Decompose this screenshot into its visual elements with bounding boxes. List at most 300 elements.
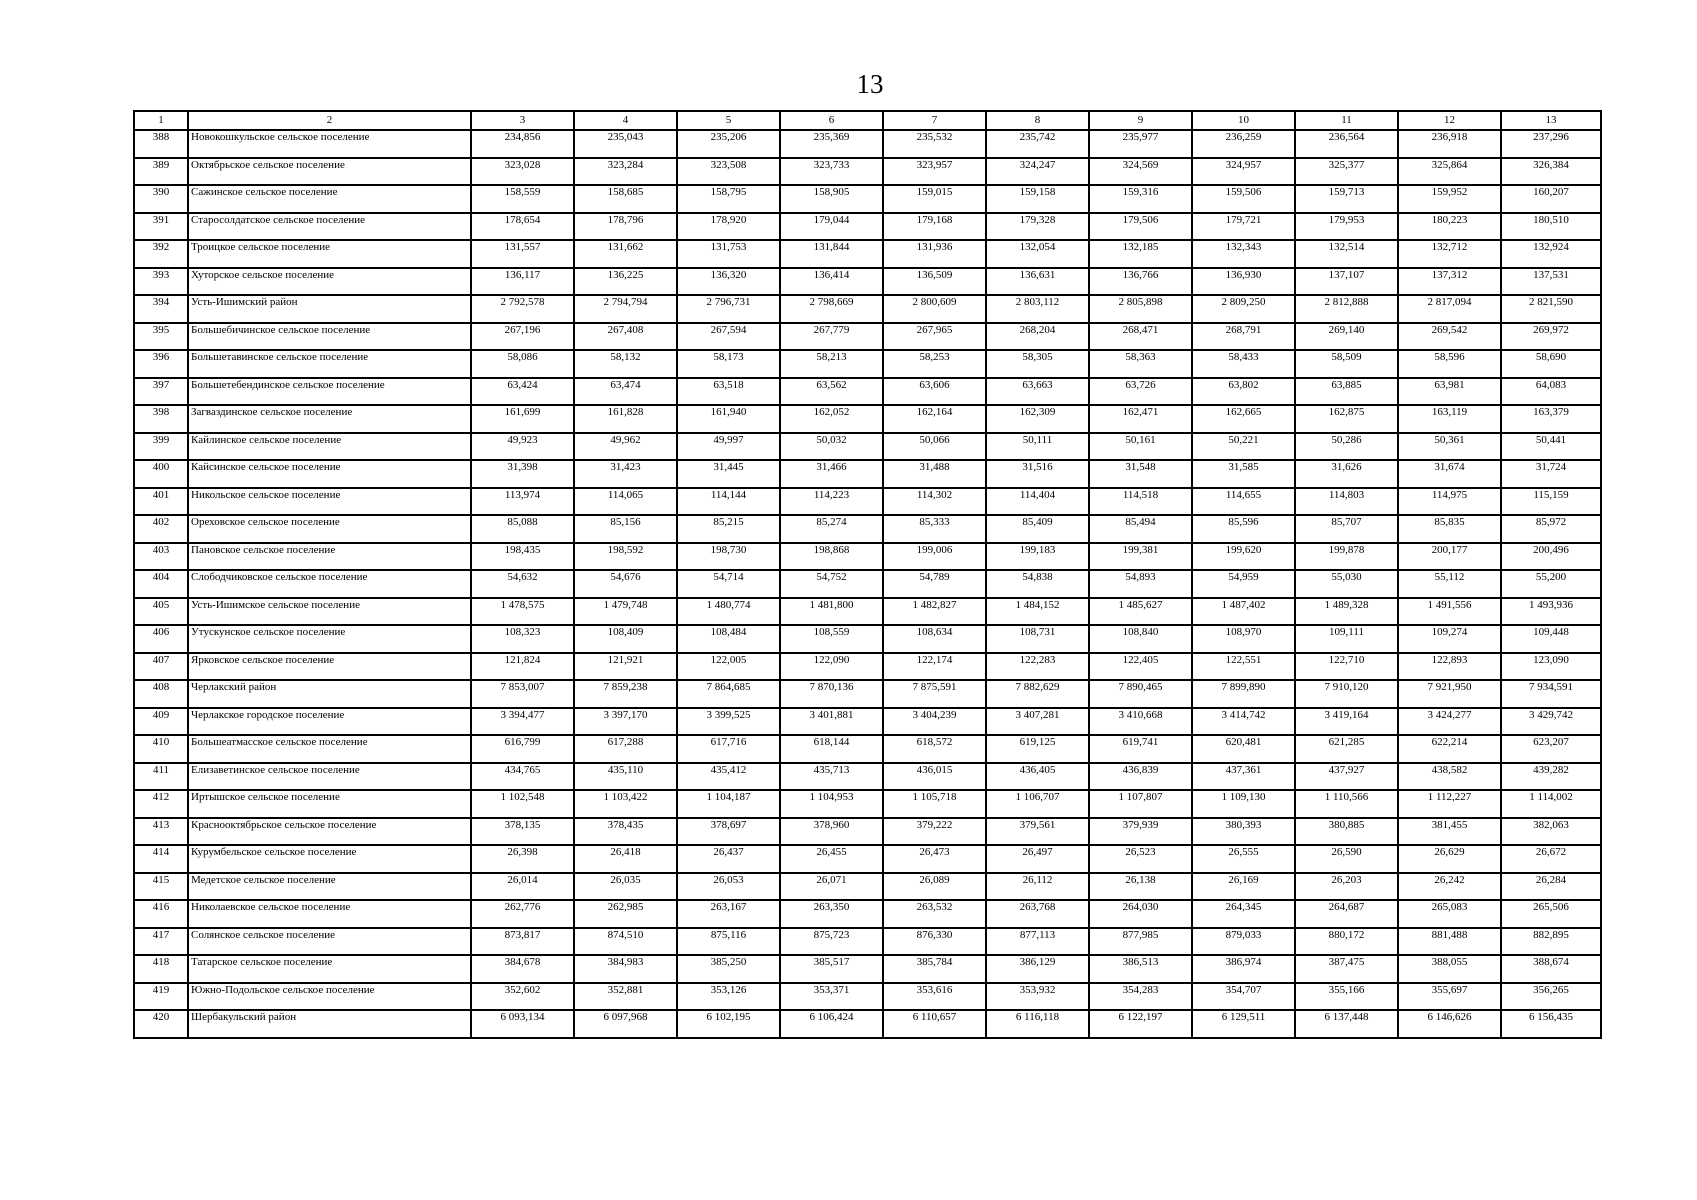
value-cell: 324,957	[1192, 158, 1295, 186]
value-cell: 31,585	[1192, 460, 1295, 488]
value-cell: 158,795	[677, 185, 780, 213]
value-cell: 3 414,742	[1192, 708, 1295, 736]
value-cell: 324,569	[1089, 158, 1192, 186]
page-number: 13	[856, 69, 884, 99]
value-cell: 159,952	[1398, 185, 1501, 213]
value-cell: 1 114,002	[1501, 790, 1601, 818]
value-cell: 437,927	[1295, 763, 1398, 791]
value-cell: 85,156	[574, 515, 677, 543]
value-cell: 85,333	[883, 515, 986, 543]
value-cell: 236,918	[1398, 130, 1501, 158]
value-cell: 55,030	[1295, 570, 1398, 598]
row-number-cell: 398	[134, 405, 188, 433]
table-row	[134, 708, 1601, 736]
name-cell: Солянское сельское поселение	[188, 928, 471, 956]
value-cell: 355,697	[1398, 983, 1501, 1011]
row-number-cell: 414	[134, 845, 188, 873]
value-cell: 617,288	[574, 735, 677, 763]
value-cell: 7 882,629	[986, 680, 1089, 708]
value-cell: 162,875	[1295, 405, 1398, 433]
value-cell: 3 394,477	[471, 708, 574, 736]
value-cell: 54,632	[471, 570, 574, 598]
value-cell: 388,674	[1501, 955, 1601, 983]
value-cell: 323,508	[677, 158, 780, 186]
value-cell: 2 812,888	[1295, 295, 1398, 323]
value-cell: 1 105,718	[883, 790, 986, 818]
value-cell: 265,083	[1398, 900, 1501, 928]
value-cell: 160,207	[1501, 185, 1601, 213]
value-cell: 58,253	[883, 350, 986, 378]
row-number-cell: 418	[134, 955, 188, 983]
value-cell: 1 107,807	[1089, 790, 1192, 818]
value-cell: 63,424	[471, 378, 574, 406]
row-number-cell: 396	[134, 350, 188, 378]
name-cell: Шербакульский район	[188, 1010, 471, 1038]
value-cell: 236,259	[1192, 130, 1295, 158]
value-cell: 2 800,609	[883, 295, 986, 323]
value-cell: 877,113	[986, 928, 1089, 956]
value-cell: 378,960	[780, 818, 883, 846]
value-cell: 58,596	[1398, 350, 1501, 378]
table-row	[134, 185, 1601, 213]
value-cell: 162,471	[1089, 405, 1192, 433]
value-cell: 326,384	[1501, 158, 1601, 186]
table-row	[134, 323, 1601, 351]
name-cell: Краснооктябрьское сельское поселение	[188, 818, 471, 846]
value-cell: 618,144	[780, 735, 883, 763]
value-cell: 26,035	[574, 873, 677, 901]
value-cell: 31,466	[780, 460, 883, 488]
value-cell: 114,518	[1089, 488, 1192, 516]
value-cell: 179,953	[1295, 213, 1398, 241]
value-cell: 7 899,890	[1192, 680, 1295, 708]
value-cell: 264,030	[1089, 900, 1192, 928]
value-cell: 263,768	[986, 900, 1089, 928]
value-cell: 31,398	[471, 460, 574, 488]
table-row	[134, 955, 1601, 983]
value-cell: 132,712	[1398, 240, 1501, 268]
value-cell: 7 859,238	[574, 680, 677, 708]
table-row	[134, 598, 1601, 626]
value-cell: 63,474	[574, 378, 677, 406]
value-cell: 1 482,827	[883, 598, 986, 626]
value-cell: 388,055	[1398, 955, 1501, 983]
value-cell: 382,063	[1501, 818, 1601, 846]
row-number-cell: 419	[134, 983, 188, 1011]
value-cell: 159,158	[986, 185, 1089, 213]
value-cell: 121,921	[574, 653, 677, 681]
column-header-cell: 12	[1398, 111, 1501, 130]
table-row	[134, 378, 1601, 406]
value-cell: 85,088	[471, 515, 574, 543]
table-row	[134, 130, 1601, 158]
value-cell: 434,765	[471, 763, 574, 791]
value-cell: 877,985	[1089, 928, 1192, 956]
value-cell: 122,710	[1295, 653, 1398, 681]
value-cell: 263,167	[677, 900, 780, 928]
value-cell: 235,043	[574, 130, 677, 158]
value-cell: 199,183	[986, 543, 1089, 571]
column-header-cell: 5	[677, 111, 780, 130]
value-cell: 263,350	[780, 900, 883, 928]
name-cell: Медетское сельское поселение	[188, 873, 471, 901]
value-cell: 63,518	[677, 378, 780, 406]
table-row	[134, 240, 1601, 268]
value-cell: 1 104,187	[677, 790, 780, 818]
value-cell: 26,473	[883, 845, 986, 873]
value-cell: 26,398	[471, 845, 574, 873]
value-cell: 1 481,800	[780, 598, 883, 626]
value-cell: 235,742	[986, 130, 1089, 158]
value-cell: 262,985	[574, 900, 677, 928]
value-cell: 7 910,120	[1295, 680, 1398, 708]
value-cell: 50,441	[1501, 433, 1601, 461]
value-cell: 621,285	[1295, 735, 1398, 763]
table-header-row	[134, 111, 1601, 130]
column-header-cell: 11	[1295, 111, 1398, 130]
value-cell: 7 870,136	[780, 680, 883, 708]
value-cell: 55,200	[1501, 570, 1601, 598]
name-cell: Новокошкульское сельское поселение	[188, 130, 471, 158]
table-row	[134, 488, 1601, 516]
row-number-cell: 393	[134, 268, 188, 296]
value-cell: 122,005	[677, 653, 780, 681]
value-cell: 63,885	[1295, 378, 1398, 406]
name-cell: Кайлинское сельское поселение	[188, 433, 471, 461]
value-cell: 136,225	[574, 268, 677, 296]
name-cell: Сажинское сельское поселение	[188, 185, 471, 213]
value-cell: 6 110,657	[883, 1010, 986, 1038]
value-cell: 58,086	[471, 350, 574, 378]
value-cell: 198,592	[574, 543, 677, 571]
name-cell: Татарское сельское поселение	[188, 955, 471, 983]
value-cell: 26,455	[780, 845, 883, 873]
value-cell: 58,509	[1295, 350, 1398, 378]
value-cell: 109,274	[1398, 625, 1501, 653]
value-cell: 438,582	[1398, 763, 1501, 791]
value-cell: 439,282	[1501, 763, 1601, 791]
value-cell: 137,531	[1501, 268, 1601, 296]
value-cell: 26,523	[1089, 845, 1192, 873]
value-cell: 620,481	[1192, 735, 1295, 763]
value-cell: 131,557	[471, 240, 574, 268]
value-cell: 7 921,950	[1398, 680, 1501, 708]
value-cell: 352,602	[471, 983, 574, 1011]
row-number-cell: 395	[134, 323, 188, 351]
value-cell: 386,513	[1089, 955, 1192, 983]
value-cell: 263,532	[883, 900, 986, 928]
value-cell: 85,215	[677, 515, 780, 543]
row-number-cell: 411	[134, 763, 188, 791]
table-row	[134, 268, 1601, 296]
name-cell: Елизаветинское сельское поселение	[188, 763, 471, 791]
value-cell: 50,111	[986, 433, 1089, 461]
name-cell: Утускунское сельское поселение	[188, 625, 471, 653]
value-cell: 54,714	[677, 570, 780, 598]
value-cell: 236,564	[1295, 130, 1398, 158]
value-cell: 85,274	[780, 515, 883, 543]
value-cell: 1 485,627	[1089, 598, 1192, 626]
value-cell: 269,972	[1501, 323, 1601, 351]
value-cell: 132,514	[1295, 240, 1398, 268]
value-cell: 26,112	[986, 873, 1089, 901]
value-cell: 136,117	[471, 268, 574, 296]
value-cell: 63,726	[1089, 378, 1192, 406]
column-header-cell: 10	[1192, 111, 1295, 130]
row-number-cell: 391	[134, 213, 188, 241]
value-cell: 3 399,525	[677, 708, 780, 736]
table-row	[134, 405, 1601, 433]
row-number-cell: 415	[134, 873, 188, 901]
value-cell: 31,516	[986, 460, 1089, 488]
value-cell: 874,510	[574, 928, 677, 956]
value-cell: 49,923	[471, 433, 574, 461]
name-cell: Курумбельское сельское поселение	[188, 845, 471, 873]
value-cell: 58,173	[677, 350, 780, 378]
column-header-cell: 9	[1089, 111, 1192, 130]
value-cell: 26,242	[1398, 873, 1501, 901]
value-cell: 6 106,424	[780, 1010, 883, 1038]
value-cell: 131,844	[780, 240, 883, 268]
value-cell: 26,437	[677, 845, 780, 873]
value-cell: 26,053	[677, 873, 780, 901]
value-cell: 26,284	[1501, 873, 1601, 901]
value-cell: 122,283	[986, 653, 1089, 681]
value-cell: 235,977	[1089, 130, 1192, 158]
value-cell: 158,905	[780, 185, 883, 213]
value-cell: 6 156,435	[1501, 1010, 1601, 1038]
table-row	[134, 515, 1601, 543]
row-number-cell: 402	[134, 515, 188, 543]
value-cell: 198,868	[780, 543, 883, 571]
value-cell: 131,753	[677, 240, 780, 268]
row-number-cell: 417	[134, 928, 188, 956]
value-cell: 386,974	[1192, 955, 1295, 983]
row-number-cell: 389	[134, 158, 188, 186]
value-cell: 179,168	[883, 213, 986, 241]
value-cell: 114,223	[780, 488, 883, 516]
value-cell: 162,164	[883, 405, 986, 433]
value-cell: 7 934,591	[1501, 680, 1601, 708]
value-cell: 85,972	[1501, 515, 1601, 543]
value-cell: 122,174	[883, 653, 986, 681]
value-cell: 6 146,626	[1398, 1010, 1501, 1038]
row-number-cell: 397	[134, 378, 188, 406]
row-number-cell: 413	[134, 818, 188, 846]
value-cell: 131,662	[574, 240, 677, 268]
value-cell: 269,542	[1398, 323, 1501, 351]
value-cell: 26,089	[883, 873, 986, 901]
value-cell: 31,423	[574, 460, 677, 488]
value-cell: 54,752	[780, 570, 883, 598]
name-cell: Хуторское сельское поселение	[188, 268, 471, 296]
value-cell: 108,559	[780, 625, 883, 653]
table-row	[134, 460, 1601, 488]
value-cell: 378,697	[677, 818, 780, 846]
value-cell: 1 112,227	[1398, 790, 1501, 818]
name-cell: Ореховское сельское поселение	[188, 515, 471, 543]
value-cell: 353,371	[780, 983, 883, 1011]
name-cell: Южно-Подольское сельское поселение	[188, 983, 471, 1011]
value-cell: 63,562	[780, 378, 883, 406]
value-cell: 267,408	[574, 323, 677, 351]
value-cell: 180,510	[1501, 213, 1601, 241]
value-cell: 114,404	[986, 488, 1089, 516]
value-cell: 121,824	[471, 653, 574, 681]
value-cell: 234,856	[471, 130, 574, 158]
value-cell: 237,296	[1501, 130, 1601, 158]
value-cell: 3 429,742	[1501, 708, 1601, 736]
value-cell: 122,090	[780, 653, 883, 681]
value-cell: 162,665	[1192, 405, 1295, 433]
value-cell: 50,066	[883, 433, 986, 461]
row-number-cell: 407	[134, 653, 188, 681]
value-cell: 162,052	[780, 405, 883, 433]
name-cell: Кайсинское сельское поселение	[188, 460, 471, 488]
value-cell: 123,090	[1501, 653, 1601, 681]
table-row	[134, 900, 1601, 928]
value-cell: 122,405	[1089, 653, 1192, 681]
row-number-cell: 394	[134, 295, 188, 323]
value-cell: 161,940	[677, 405, 780, 433]
value-cell: 323,733	[780, 158, 883, 186]
value-cell: 235,369	[780, 130, 883, 158]
value-cell: 380,393	[1192, 818, 1295, 846]
name-cell: Загваздинское сельское поселение	[188, 405, 471, 433]
value-cell: 50,221	[1192, 433, 1295, 461]
value-cell: 163,379	[1501, 405, 1601, 433]
value-cell: 26,497	[986, 845, 1089, 873]
value-cell: 875,116	[677, 928, 780, 956]
row-number-cell: 392	[134, 240, 188, 268]
value-cell: 108,323	[471, 625, 574, 653]
table-row	[134, 790, 1601, 818]
table-row	[134, 433, 1601, 461]
value-cell: 54,838	[986, 570, 1089, 598]
value-cell: 159,713	[1295, 185, 1398, 213]
value-cell: 161,699	[471, 405, 574, 433]
value-cell: 50,032	[780, 433, 883, 461]
value-cell: 3 401,881	[780, 708, 883, 736]
value-cell: 356,265	[1501, 983, 1601, 1011]
value-cell: 622,214	[1398, 735, 1501, 763]
value-cell: 268,791	[1192, 323, 1295, 351]
value-cell: 122,551	[1192, 653, 1295, 681]
table-row	[134, 983, 1601, 1011]
value-cell: 325,864	[1398, 158, 1501, 186]
value-cell: 355,166	[1295, 983, 1398, 1011]
value-cell: 379,561	[986, 818, 1089, 846]
value-cell: 31,724	[1501, 460, 1601, 488]
value-cell: 163,119	[1398, 405, 1501, 433]
value-cell: 324,247	[986, 158, 1089, 186]
value-cell: 618,572	[883, 735, 986, 763]
value-cell: 58,305	[986, 350, 1089, 378]
data-table	[133, 110, 1602, 1039]
table-row	[134, 543, 1601, 571]
value-cell: 85,494	[1089, 515, 1192, 543]
value-cell: 114,144	[677, 488, 780, 516]
value-cell: 6 102,195	[677, 1010, 780, 1038]
value-cell: 436,839	[1089, 763, 1192, 791]
value-cell: 3 419,164	[1295, 708, 1398, 736]
value-cell: 1 103,422	[574, 790, 677, 818]
row-number-cell: 404	[134, 570, 188, 598]
value-cell: 2 803,112	[986, 295, 1089, 323]
row-number-cell: 399	[134, 433, 188, 461]
value-cell: 235,532	[883, 130, 986, 158]
table-row	[134, 845, 1601, 873]
name-cell: Черлакское городское поселение	[188, 708, 471, 736]
row-number-cell: 408	[134, 680, 188, 708]
value-cell: 262,776	[471, 900, 574, 928]
value-cell: 381,455	[1398, 818, 1501, 846]
value-cell: 436,405	[986, 763, 1089, 791]
column-header-cell: 4	[574, 111, 677, 130]
value-cell: 2 792,578	[471, 295, 574, 323]
value-cell: 353,616	[883, 983, 986, 1011]
value-cell: 882,895	[1501, 928, 1601, 956]
value-cell: 132,924	[1501, 240, 1601, 268]
value-cell: 64,083	[1501, 378, 1601, 406]
value-cell: 1 493,936	[1501, 598, 1601, 626]
value-cell: 54,893	[1089, 570, 1192, 598]
value-cell: 26,629	[1398, 845, 1501, 873]
value-cell: 7 875,591	[883, 680, 986, 708]
value-cell: 132,343	[1192, 240, 1295, 268]
value-cell: 1 484,152	[986, 598, 1089, 626]
value-cell: 108,731	[986, 625, 1089, 653]
value-cell: 132,185	[1089, 240, 1192, 268]
value-cell: 114,975	[1398, 488, 1501, 516]
value-cell: 85,596	[1192, 515, 1295, 543]
value-cell: 436,015	[883, 763, 986, 791]
name-cell: Пановское сельское поселение	[188, 543, 471, 571]
name-cell: Троицкое сельское поселение	[188, 240, 471, 268]
value-cell: 50,361	[1398, 433, 1501, 461]
table-row	[134, 735, 1601, 763]
value-cell: 198,730	[677, 543, 780, 571]
value-cell: 54,676	[574, 570, 677, 598]
value-cell: 2 796,731	[677, 295, 780, 323]
value-cell: 7 864,685	[677, 680, 780, 708]
value-cell: 268,471	[1089, 323, 1192, 351]
value-cell: 115,159	[1501, 488, 1601, 516]
value-cell: 323,284	[574, 158, 677, 186]
value-cell: 3 407,281	[986, 708, 1089, 736]
value-cell: 179,328	[986, 213, 1089, 241]
value-cell: 623,207	[1501, 735, 1601, 763]
row-number-cell: 400	[134, 460, 188, 488]
value-cell: 2 809,250	[1192, 295, 1295, 323]
value-cell: 31,488	[883, 460, 986, 488]
value-cell: 267,779	[780, 323, 883, 351]
column-header-cell: 2	[188, 111, 471, 130]
value-cell: 199,620	[1192, 543, 1295, 571]
row-number-cell: 403	[134, 543, 188, 571]
value-cell: 136,631	[986, 268, 1089, 296]
value-cell: 7 853,007	[471, 680, 574, 708]
value-cell: 85,409	[986, 515, 1089, 543]
value-cell: 6 129,511	[1192, 1010, 1295, 1038]
value-cell: 26,169	[1192, 873, 1295, 901]
value-cell: 31,626	[1295, 460, 1398, 488]
table-row	[134, 680, 1601, 708]
value-cell: 58,132	[574, 350, 677, 378]
value-cell: 161,828	[574, 405, 677, 433]
value-cell: 108,840	[1089, 625, 1192, 653]
value-cell: 6 116,118	[986, 1010, 1089, 1038]
